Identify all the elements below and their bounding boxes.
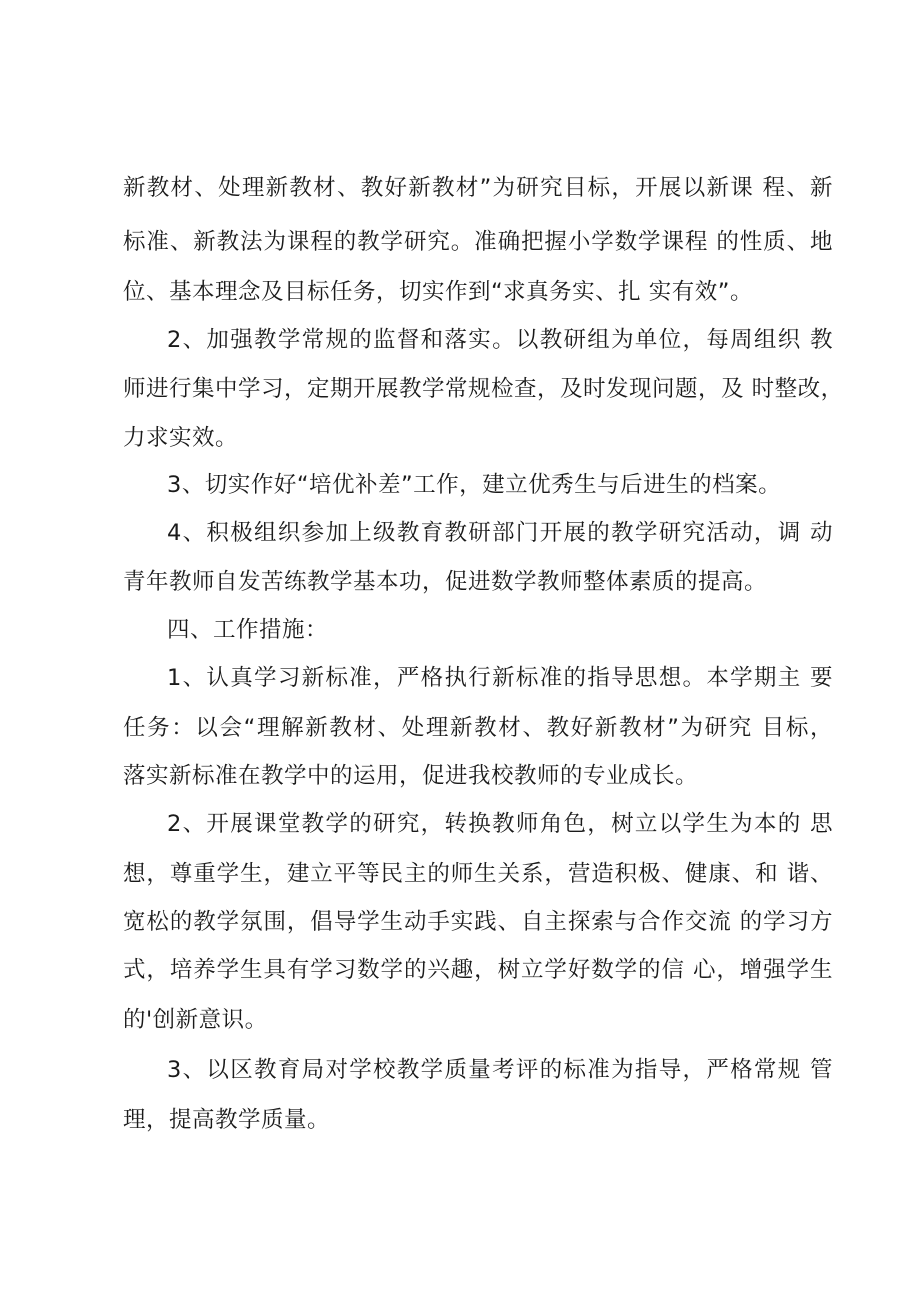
text-line: 青年教师自发苦练教学基本功，促进数学教师整体素质的提高。: [123, 569, 768, 595]
text-line: 3、以区教育局对学校教学质量考评的标准为指导，严格常规 管: [167, 1057, 833, 1083]
text-line: 宽松的教学氛围，倡导学生动手实践、自主探索与合作交流 的学习方: [123, 909, 833, 935]
text-line: 师进行集中学习，定期开展教学常规检查，及时发现问题，及 时整改，: [123, 376, 844, 402]
text-line: 3、切实作好“培优补差”工作，建立优秀生与后进生的档案。: [167, 472, 782, 498]
text-line: 理，提高教学质量。: [123, 1107, 331, 1133]
text-line: 2、加强教学常规的监督和落实。以教研组为单位，每周组织 教: [167, 327, 833, 353]
text-line: 1、认真学习新标准，严格执行新标准的指导思想。本学期主 要: [167, 665, 833, 691]
text-line: 任务：以会“理解新教材、处理新教材、教好新教材”为研究 目标，: [123, 715, 833, 741]
text-line: 4、积极组织参加上级教育教研部门开展的教学研究活动，调 动: [167, 520, 833, 546]
text-line: 落实新标准在教学中的运用，促进我校教师的专业成长。: [123, 763, 699, 789]
text-line: 2、开展课堂教学的研究，转换教师角色，树立以学生为本的 思: [167, 811, 833, 837]
text-line: 式，培养学生具有学习数学的兴趣，树立学好数学的信 心，增强学生: [123, 957, 833, 983]
text-line: 力求实效。: [123, 425, 239, 451]
text-line: 想，尊重学生，建立平等民主的师生关系，营造积极、健康、和 谐、: [123, 861, 833, 887]
text-line: 新教材、处理新教材、教好新教材”为研究目标，开展以新课 程、新: [123, 175, 833, 201]
text-line: 标准、新教法为课程的教学研究。准确把握小学数学课程 的性质、地: [123, 229, 833, 255]
text-line: 的'创新意识。: [123, 1007, 268, 1033]
text-line: 位、基本理念及目标任务，切实作到“求真务实、扎 实有效”。: [123, 279, 753, 305]
section-heading: 四、工作措施：: [167, 617, 329, 643]
